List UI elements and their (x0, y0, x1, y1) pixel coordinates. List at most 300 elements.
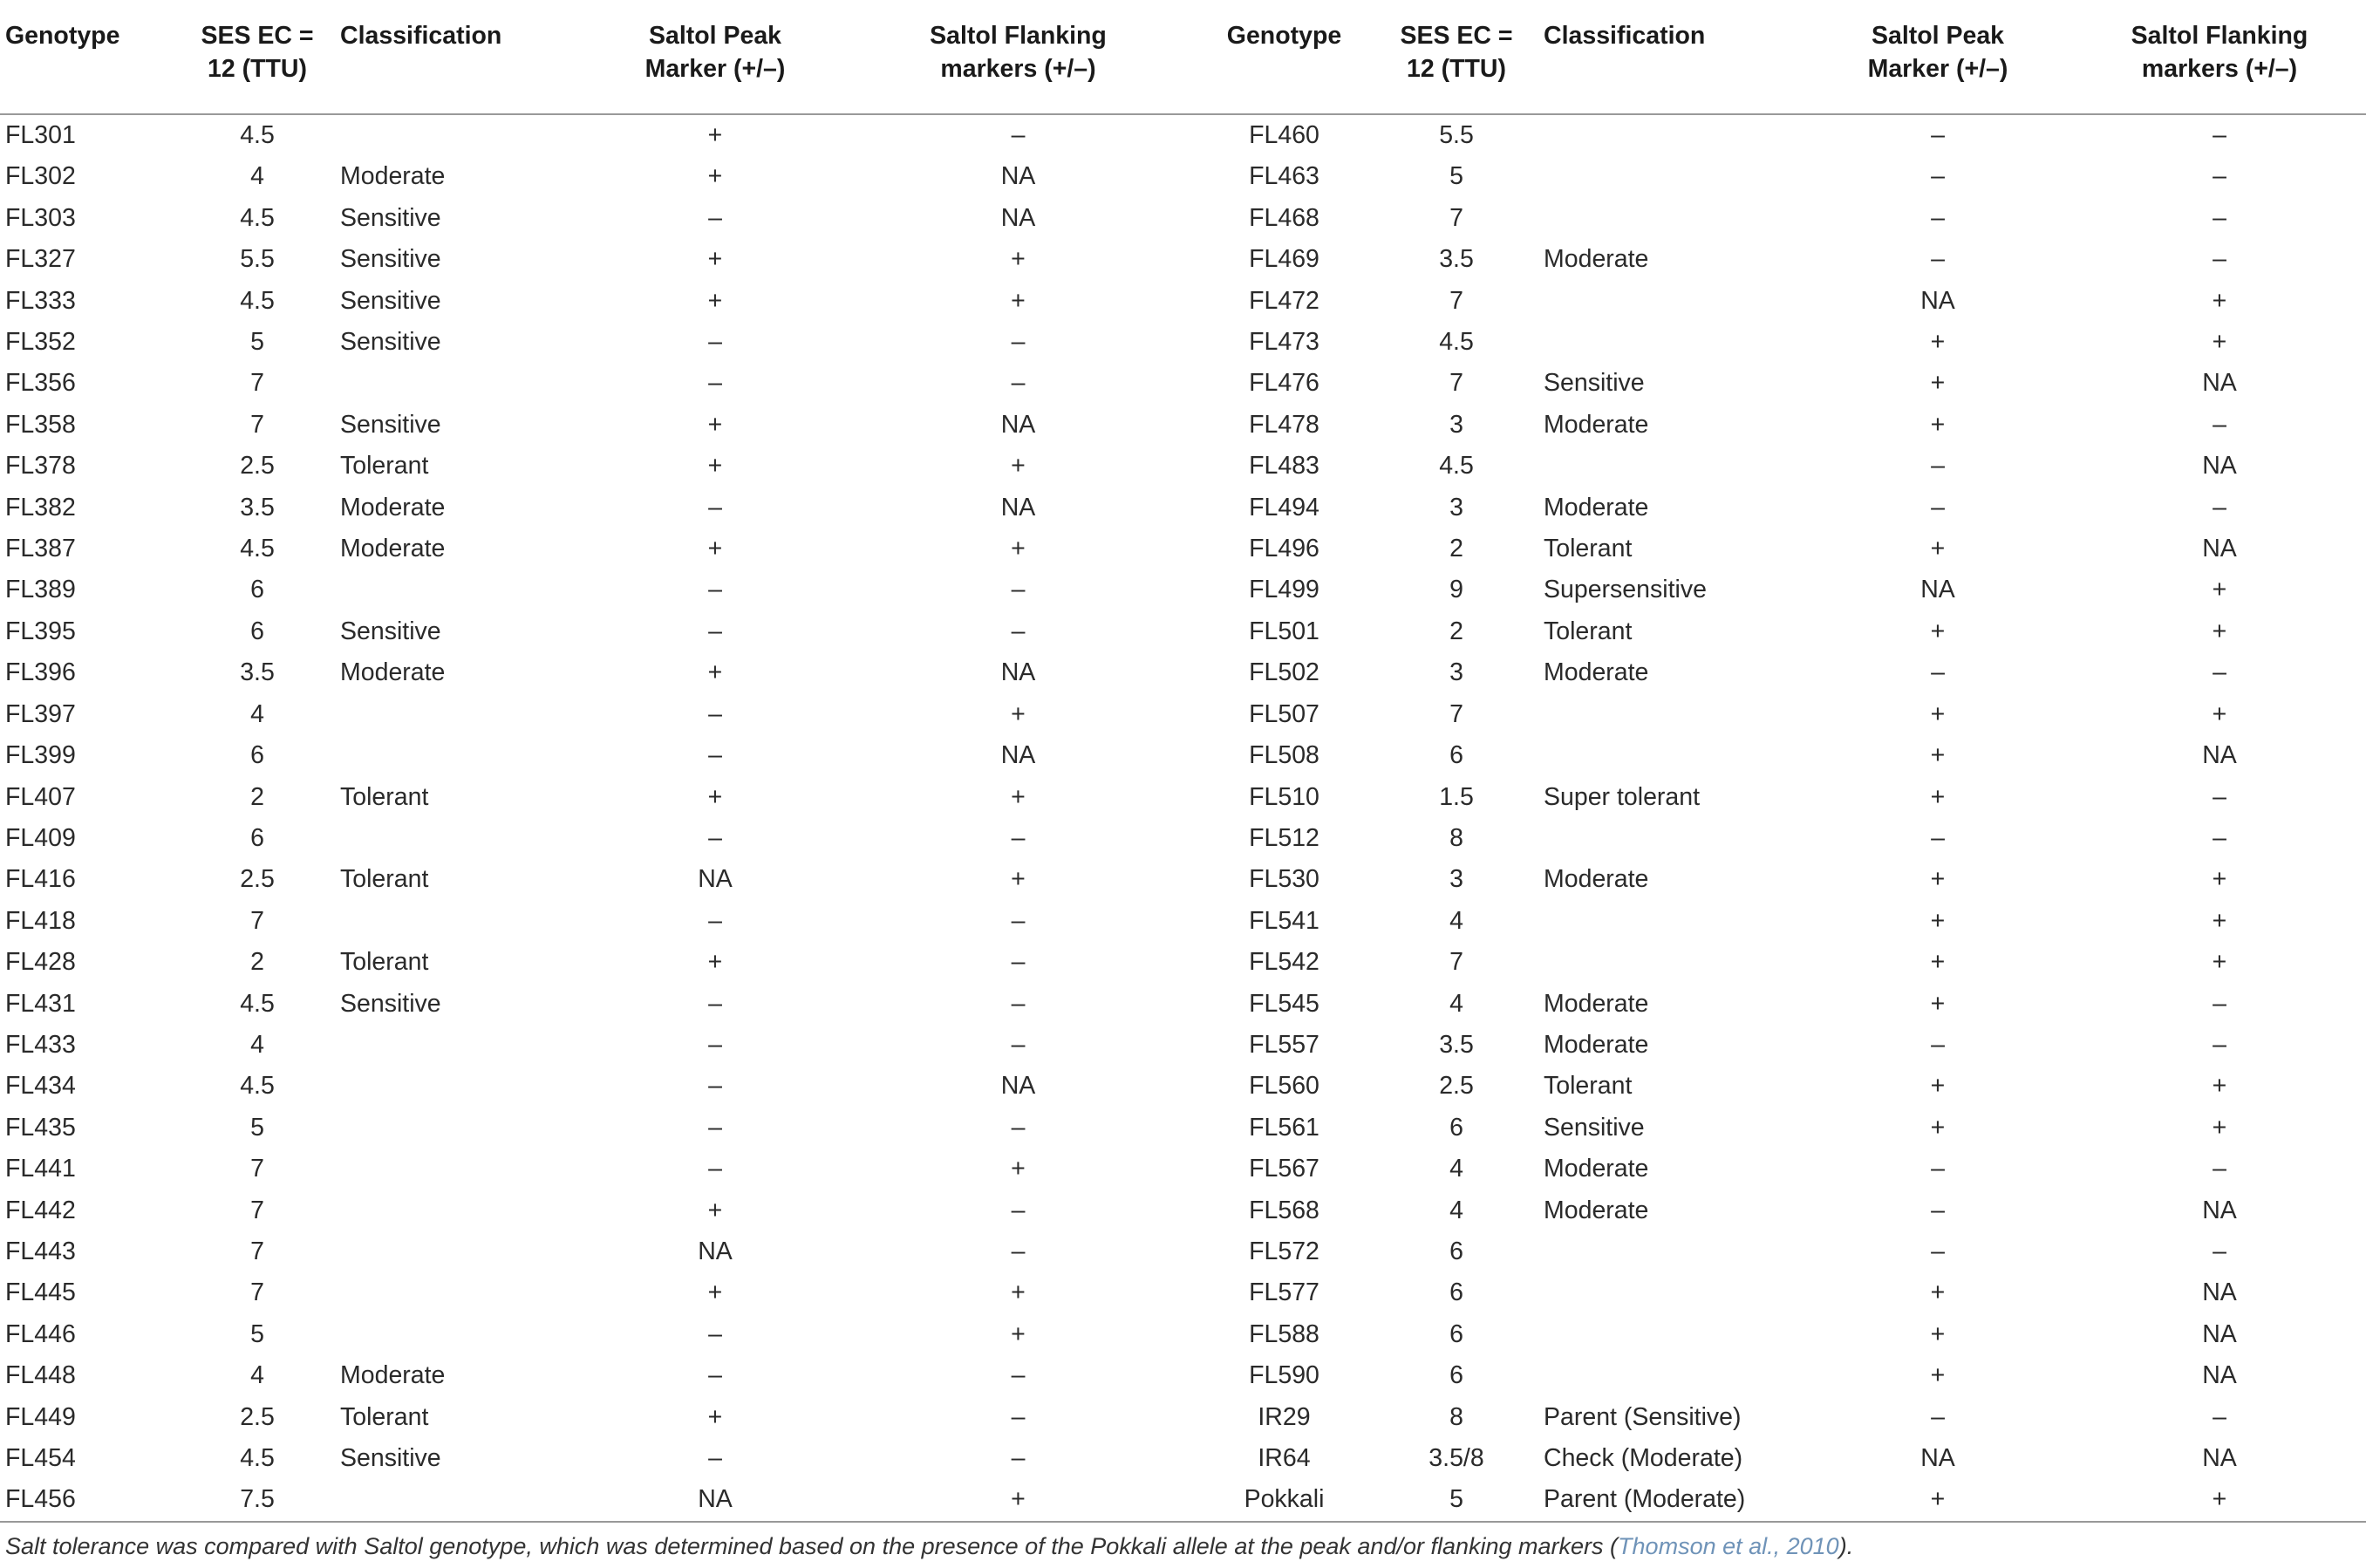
header-ses-left-text: SES EC = 12 (TTU) (201, 22, 314, 83)
cell-ses-score-right: 5.5 (1439, 121, 1474, 149)
cell-genotype-left: FL409 (5, 823, 76, 852)
cell-ses-score-left: 5 (250, 1319, 264, 1348)
cell-classification-right (1544, 281, 1803, 322)
cell-classification-left (340, 1190, 593, 1231)
cell-classification-left (340, 1066, 593, 1107)
table-row (0, 694, 2366, 735)
cell-classification-right (1544, 818, 1803, 859)
cell-flanking-markers-left: NA (1000, 741, 1036, 770)
cell-peak-marker-right: + (1930, 865, 1946, 894)
cell-peak-marker-left: – (708, 493, 722, 522)
cell-flanking-markers-left: – (1011, 328, 1026, 357)
cell-genotype-right: FL508 (1249, 741, 1319, 770)
cell-classification-left: Moderate (340, 535, 446, 563)
cell-ses-score-right: 4 (1449, 989, 1463, 1018)
cell-classification-left: Moderate (340, 1361, 446, 1390)
cell-flanking-markers-right: – (2213, 1237, 2226, 1265)
cell-classification-right (1544, 198, 1803, 239)
cell-ses-score-left: 6 (250, 576, 264, 604)
cell-ses-score-right: 6 (1449, 1319, 1463, 1348)
cell-flanking-markers-left: + (1011, 782, 1026, 811)
table-row (0, 363, 2366, 404)
cell-genotype-right: FL541 (1249, 906, 1319, 935)
cell-classification-left: Sensitive (340, 203, 441, 232)
cell-flanking-markers-left: – (1011, 121, 1026, 149)
cell-peak-marker-left: + (707, 410, 723, 439)
cell-peak-marker-right: – (1931, 121, 1945, 149)
cell-flanking-markers-right: – (2213, 162, 2226, 191)
cell-peak-marker-left: + (707, 782, 723, 811)
cell-genotype-left: FL431 (5, 989, 76, 1018)
cell-peak-marker-right: – (1931, 1402, 1945, 1431)
cell-ses-score-right: 6 (1449, 1237, 1463, 1265)
cell-classification-right: Tolerant (1544, 1072, 1633, 1101)
table-row (0, 1025, 2366, 1066)
cell-flanking-markers-right: NA (2202, 1361, 2237, 1390)
cell-flanking-markers-left: NA (1000, 1072, 1036, 1101)
cell-flanking-markers-right: – (2213, 1155, 2226, 1183)
cell-genotype-left: FL396 (5, 658, 76, 687)
cell-peak-marker-left: – (708, 741, 722, 770)
cell-genotype-right: FL568 (1249, 1196, 1319, 1224)
table-row (0, 156, 2366, 197)
cell-genotype-right: FL468 (1249, 203, 1319, 232)
cell-flanking-markers-right: + (2212, 1113, 2227, 1142)
cell-peak-marker-left: – (708, 203, 722, 232)
table-row (0, 239, 2366, 280)
cell-flanking-markers-left: + (1011, 865, 1026, 894)
cell-classification-left (340, 363, 593, 404)
cell-peak-marker-left: – (708, 989, 722, 1018)
cell-ses-score-left: 2 (250, 782, 264, 811)
cell-peak-marker-left: – (708, 328, 722, 357)
cell-peak-marker-right: NA (1920, 286, 1955, 315)
cell-genotype-left: FL448 (5, 1361, 76, 1390)
cell-peak-marker-right: + (1930, 1072, 1946, 1101)
cell-ses-score-left: 7 (250, 906, 264, 935)
caption-text: Salt tolerance was compared with Saltol genotype, which was determined based on the presence of the Pokkali allele at the peak and/or flanking markers ( (5, 1533, 1619, 1559)
cell-classification-right (1544, 446, 1803, 487)
cell-peak-marker-left: – (708, 1319, 722, 1348)
cell-classification-right: Tolerant (1544, 617, 1633, 645)
cell-classification-left: Sensitive (340, 245, 441, 274)
cell-genotype-right: FL567 (1249, 1155, 1319, 1183)
cell-classification-right (1544, 114, 1803, 156)
cell-ses-score-right: 2 (1449, 617, 1463, 645)
cell-ses-score-left: 4.5 (240, 121, 275, 149)
table-row (0, 611, 2366, 652)
cell-classification-left: Moderate (340, 493, 446, 522)
table-row (0, 859, 2366, 900)
cell-peak-marker-left: + (707, 948, 723, 977)
cell-genotype-right: FL512 (1249, 823, 1319, 852)
header-flank-left (837, 5, 1199, 114)
cell-peak-marker-right: + (1930, 906, 1946, 935)
cell-flanking-markers-left: + (1011, 452, 1026, 481)
cell-genotype-left: FL435 (5, 1113, 76, 1142)
cell-classification-right (1544, 1355, 1803, 1396)
cell-peak-marker-right: + (1930, 617, 1946, 645)
cell-ses-score-right: 2 (1449, 535, 1463, 563)
cell-genotype-right: FL469 (1249, 245, 1319, 274)
cell-flanking-markers-left: – (1011, 948, 1026, 977)
cell-ses-score-right: 3.5 (1439, 245, 1474, 274)
table-row (0, 777, 2366, 818)
cell-flanking-markers-right: + (2212, 617, 2227, 645)
cell-flanking-markers-right: + (2073, 1479, 2366, 1521)
cell-classification-right (1544, 694, 1803, 735)
cell-genotype-left: FL303 (5, 203, 76, 232)
cell-ses-score-left: 7 (250, 1237, 264, 1265)
cell-peak-marker-right: – (1931, 1030, 1945, 1059)
cell-genotype-left: FL407 (5, 782, 76, 811)
cell-ses-score-right: 8 (1449, 823, 1463, 852)
cell-flanking-markers-left: NA (1000, 203, 1036, 232)
cell-ses-score-right: 7 (1449, 699, 1463, 728)
cell-ses-score-right: 3 (1449, 493, 1463, 522)
cell-flanking-markers-left: – (1011, 1444, 1026, 1472)
cell-flanking-markers-left: – (1011, 1361, 1026, 1390)
cell-ses-score-left: 4.5 (240, 989, 275, 1018)
table-row (0, 1397, 2366, 1438)
cell-ses-score-left: 5.5 (240, 245, 275, 274)
cell-peak-marker-right: + (1930, 989, 1946, 1018)
header-flank-right-text: Saltol Flanking markers (+/–) (2131, 22, 2308, 83)
cell-flanking-markers-right: – (2213, 1030, 2226, 1059)
cell-genotype-left: FL378 (5, 452, 76, 481)
cell-genotype-right: FL502 (1249, 658, 1319, 687)
cell-peak-marker-right: – (1931, 1196, 1945, 1224)
cell-flanking-markers-right: + (2212, 1072, 2227, 1101)
cell-peak-marker-left: – (708, 823, 722, 852)
cell-ses-score-right: 6 (1449, 1113, 1463, 1142)
cell-flanking-markers-left: + (1011, 286, 1026, 315)
table-row (0, 1108, 2366, 1149)
cell-peak-marker-right: – (1931, 203, 1945, 232)
cell-genotype-left: FL428 (5, 948, 76, 977)
cell-classification-right (1544, 1272, 1803, 1313)
cell-flanking-markers-right: + (2212, 865, 2227, 894)
cell-flanking-markers-left: – (1011, 1237, 1026, 1265)
table-row (0, 1149, 2366, 1190)
cell-ses-score-left: 7 (250, 1278, 264, 1307)
table-row (0, 1231, 2366, 1272)
cell-ses-score-right: 3 (1449, 658, 1463, 687)
table-row (0, 735, 2366, 776)
cell-peak-marker-left: – (708, 1444, 722, 1472)
cell-genotype-right: FL483 (1249, 452, 1319, 481)
cell-classification-right: Sensitive (1544, 1113, 1645, 1142)
cell-genotype-left: FL358 (5, 410, 76, 439)
cell-flanking-markers-left: – (1011, 1030, 1026, 1059)
cell-flanking-markers-right: + (2212, 906, 2227, 935)
cell-peak-marker-left: – (708, 1072, 722, 1101)
table-row (0, 114, 2366, 156)
caption-reference-link[interactable]: Thomson et al., 2010 (1618, 1533, 1839, 1559)
header-ses-right (1369, 5, 1544, 114)
cell-peak-marker-right: + (1930, 1113, 1946, 1142)
cell-peak-marker-right: + (1930, 741, 1946, 770)
cell-classification-right: Super tolerant (1544, 782, 1701, 811)
cell-peak-marker-left: + (707, 535, 723, 563)
cell-classification-left (340, 1479, 593, 1521)
cell-classification-left: Sensitive (340, 328, 441, 357)
cell-genotype-left: FL442 (5, 1196, 76, 1224)
cell-classification-right: Moderate (1544, 1196, 1649, 1224)
cell-flanking-markers-left: – (1011, 576, 1026, 604)
saltol-table (0, 5, 2366, 1523)
cell-genotype-right: FL545 (1249, 989, 1319, 1018)
cell-ses-score-right: 4 (1449, 1196, 1463, 1224)
cell-ses-score-right: 4.5 (1439, 328, 1474, 357)
cell-ses-score-right: 3.5/8 (1428, 1444, 1484, 1472)
cell-genotype-right: FL560 (1249, 1072, 1319, 1101)
cell-peak-marker-right: + (1930, 1319, 1946, 1348)
cell-genotype-right: FL577 (1249, 1278, 1319, 1307)
cell-genotype-right: FL507 (1249, 699, 1319, 728)
cell-genotype-left: FL418 (5, 906, 76, 935)
cell-genotype-right: FL460 (1249, 121, 1319, 149)
table-row (0, 487, 2366, 528)
cell-flanking-markers-left: – (1011, 1402, 1026, 1431)
cell-peak-marker-left: – (708, 906, 722, 935)
cell-peak-marker-left: – (708, 1030, 722, 1059)
cell-flanking-markers-right: NA (2202, 369, 2237, 398)
header-flank-left-text: Saltol Flanking markers (+/–) (930, 22, 1107, 83)
cell-ses-score-left: 7 (250, 1155, 264, 1183)
cell-flanking-markers-right: – (2213, 1402, 2226, 1431)
cell-classification-right: Moderate (1544, 989, 1649, 1018)
cell-ses-score-right: 7 (1449, 203, 1463, 232)
cell-genotype-left: FL382 (5, 493, 76, 522)
cell-peak-marker-left: – (708, 1155, 722, 1183)
caption-closing: ). (1838, 1533, 1854, 1559)
cell-ses-score-right: 3 (1449, 410, 1463, 439)
cell-genotype-left: FL356 (5, 369, 76, 398)
cell-classification-right: Moderate (1544, 245, 1649, 274)
cell-peak-marker-left: + (707, 245, 723, 274)
cell-flanking-markers-right: NA (2202, 1319, 2237, 1348)
cell-classification-left: Tolerant (340, 1402, 429, 1431)
cell-flanking-markers-left: + (1011, 1155, 1026, 1183)
cell-ses-score-right: 3 (1449, 865, 1463, 894)
cell-peak-marker-right: – (1931, 658, 1945, 687)
table-row (0, 446, 2366, 487)
table-row (0, 818, 2366, 859)
cell-classification-left: Tolerant (340, 782, 429, 811)
cell-genotype-left: FL327 (5, 245, 76, 274)
header-genotype-left: Genotype (0, 5, 174, 114)
cell-peak-marker-right: + (1803, 1479, 2073, 1521)
cell-classification-right (1544, 735, 1803, 776)
cell-classification-right: Moderate (1544, 1030, 1649, 1059)
cell-flanking-markers-right: – (2213, 493, 2226, 522)
cell-genotype-left: FL434 (5, 1072, 76, 1101)
table-row (0, 322, 2366, 363)
cell-peak-marker-left: + (707, 452, 723, 481)
cell-genotype-right: FL510 (1249, 782, 1319, 811)
cell-classification-right (1544, 1314, 1803, 1355)
cell-flanking-markers-left: – (1011, 617, 1026, 645)
cell-classification-right (1544, 322, 1803, 363)
cell-genotype-right: FL473 (1249, 328, 1319, 357)
cell-classification-left (340, 1231, 593, 1272)
cell-genotype-left: FL352 (5, 328, 76, 357)
cell-ses-score-left: 7 (250, 410, 264, 439)
cell-classification-right: Moderate (1544, 865, 1649, 894)
cell-flanking-markers-left: – (1011, 989, 1026, 1018)
cell-classification-left: Sensitive (340, 617, 441, 645)
cell-classification-left: Tolerant (340, 452, 429, 481)
header-peak-left-text: Saltol Peak Marker (+/–) (644, 22, 786, 83)
table-row (0, 942, 2366, 983)
cell-classification-left (340, 818, 593, 859)
cell-classification-right: Supersensitive (1544, 576, 1707, 604)
cell-genotype-right: FL530 (1249, 865, 1319, 894)
cell-peak-marker-left: + (707, 658, 723, 687)
cell-genotype-left: FL445 (5, 1278, 76, 1307)
cell-classification-left (340, 114, 593, 156)
table-row (0, 528, 2366, 569)
cell-peak-marker-right: – (1931, 1155, 1945, 1183)
cell-peak-marker-right: + (1930, 410, 1946, 439)
cell-genotype-right: FL494 (1249, 493, 1319, 522)
cell-genotype-left: FL416 (5, 865, 76, 894)
cell-flanking-markers-left: + (1011, 1319, 1026, 1348)
cell-peak-marker-right: NA (1920, 1444, 1955, 1472)
table-row (0, 1272, 2366, 1313)
cell-classification-left: Sensitive (340, 1444, 441, 1472)
cell-genotype-left: FL454 (5, 1444, 76, 1472)
cell-peak-marker-right: – (1931, 823, 1945, 852)
cell-genotype-left: FL387 (5, 535, 76, 563)
cell-ses-score-right: 5 (1449, 162, 1463, 191)
cell-flanking-markers-left: + (1011, 245, 1026, 274)
cell-peak-marker-right: + (1930, 782, 1946, 811)
cell-flanking-markers-left: – (1011, 906, 1026, 935)
cell-ses-score-right: 6 (1449, 741, 1463, 770)
header-genotype-right: Genotype (1199, 5, 1369, 114)
cell-classification-left: Sensitive (340, 410, 441, 439)
cell-ses-score-right: 1.5 (1439, 782, 1474, 811)
cell-peak-marker-right: – (1931, 245, 1945, 274)
table-caption (5, 1533, 2360, 1560)
cell-flanking-markers-left: – (1011, 369, 1026, 398)
cell-flanking-markers-left: NA (1000, 658, 1036, 687)
cell-flanking-markers-right: – (2213, 203, 2226, 232)
table-row (0, 405, 2366, 446)
cell-flanking-markers-right: + (2212, 576, 2227, 604)
cell-peak-marker-left: – (708, 617, 722, 645)
cell-classification-right (1544, 942, 1803, 983)
cell-genotype-left: FL433 (5, 1030, 76, 1059)
cell-classification-right: Check (Moderate) (1544, 1444, 1743, 1472)
table-body (0, 114, 2366, 1522)
cell-ses-score-left: 4 (250, 162, 264, 191)
cell-ses-score-left: 4 (250, 1361, 264, 1390)
cell-flanking-markers-right: NA (2202, 1278, 2237, 1307)
header-classification-right: Classification (1544, 5, 1803, 114)
cell-peak-marker-left: + (707, 1196, 723, 1224)
cell-genotype-left: FL302 (5, 162, 76, 191)
cell-ses-score-left: 4.5 (240, 203, 275, 232)
cell-ses-score-left: 7.5 (174, 1479, 340, 1521)
cell-flanking-markers-right: NA (2202, 1196, 2237, 1224)
cell-classification-left (340, 1025, 593, 1066)
cell-classification-right: Parent (Sensitive) (1544, 1402, 1742, 1431)
cell-ses-score-right: 6 (1449, 1278, 1463, 1307)
cell-ses-score-left: 2.5 (240, 452, 275, 481)
cell-peak-marker-left: + (707, 286, 723, 315)
cell-flanking-markers-right: – (2213, 121, 2226, 149)
cell-peak-marker-right: + (1930, 699, 1946, 728)
cell-flanking-markers-right: + (2212, 286, 2227, 315)
cell-classification-left (340, 1272, 593, 1313)
cell-classification-left (340, 694, 593, 735)
cell-flanking-markers-left: + (837, 1479, 1199, 1521)
cell-flanking-markers-right: NA (2202, 1444, 2237, 1472)
cell-flanking-markers-right: NA (2202, 452, 2237, 481)
cell-ses-score-left: 4.5 (240, 1072, 275, 1101)
cell-classification-right (1544, 901, 1803, 942)
cell-classification-left (340, 735, 593, 776)
table-row (0, 984, 2366, 1025)
cell-genotype-right: FL542 (1249, 948, 1319, 977)
cell-peak-marker-left: – (708, 369, 722, 398)
cell-classification-left: Sensitive (340, 286, 441, 315)
cell-peak-marker-right: NA (1920, 576, 1955, 604)
cell-genotype-right: Pokkali (1199, 1479, 1369, 1521)
cell-genotype-right: IR29 (1258, 1402, 1311, 1431)
cell-ses-score-right: 4 (1449, 1155, 1463, 1183)
table-row (0, 901, 2366, 942)
cell-peak-marker-left: + (707, 121, 723, 149)
cell-ses-score-left: 3.5 (240, 493, 275, 522)
cell-flanking-markers-right: – (2213, 658, 2226, 687)
cell-peak-marker-left: – (708, 699, 722, 728)
header-peak-right (1803, 5, 2073, 114)
header-ses-right-text: SES EC = 12 (TTU) (1400, 22, 1513, 83)
cell-classification-left: Moderate (340, 658, 446, 687)
cell-genotype-left: FL443 (5, 1237, 76, 1265)
cell-genotype-right: FL499 (1249, 576, 1319, 604)
cell-flanking-markers-left: + (1011, 699, 1026, 728)
cell-ses-score-left: 6 (250, 823, 264, 852)
cell-ses-score-left: 5 (250, 1113, 264, 1142)
header-flank-right (2073, 5, 2366, 114)
cell-genotype-left: FL333 (5, 286, 76, 315)
cell-classification-left (340, 1108, 593, 1149)
cell-genotype-left: FL449 (5, 1402, 76, 1431)
cell-genotype-left: FL456 (0, 1479, 174, 1521)
cell-flanking-markers-right: – (2213, 989, 2226, 1018)
cell-ses-score-left: 7 (250, 1196, 264, 1224)
table-row (0, 281, 2366, 322)
cell-flanking-markers-left: NA (1000, 410, 1036, 439)
cell-peak-marker-right: + (1930, 1278, 1946, 1307)
cell-ses-score-right: 2.5 (1439, 1072, 1474, 1101)
cell-genotype-right: FL463 (1249, 162, 1319, 191)
cell-classification-left: Tolerant (340, 948, 429, 977)
cell-flanking-markers-left: – (1011, 823, 1026, 852)
cell-classification-right: Moderate (1544, 658, 1649, 687)
cell-flanking-markers-left: NA (1000, 162, 1036, 191)
cell-ses-score-left: 3.5 (240, 658, 275, 687)
cell-peak-marker-right: – (1931, 452, 1945, 481)
cell-peak-marker-left: + (707, 162, 723, 191)
cell-genotype-right: FL472 (1249, 286, 1319, 315)
cell-ses-score-right: 6 (1449, 1361, 1463, 1390)
